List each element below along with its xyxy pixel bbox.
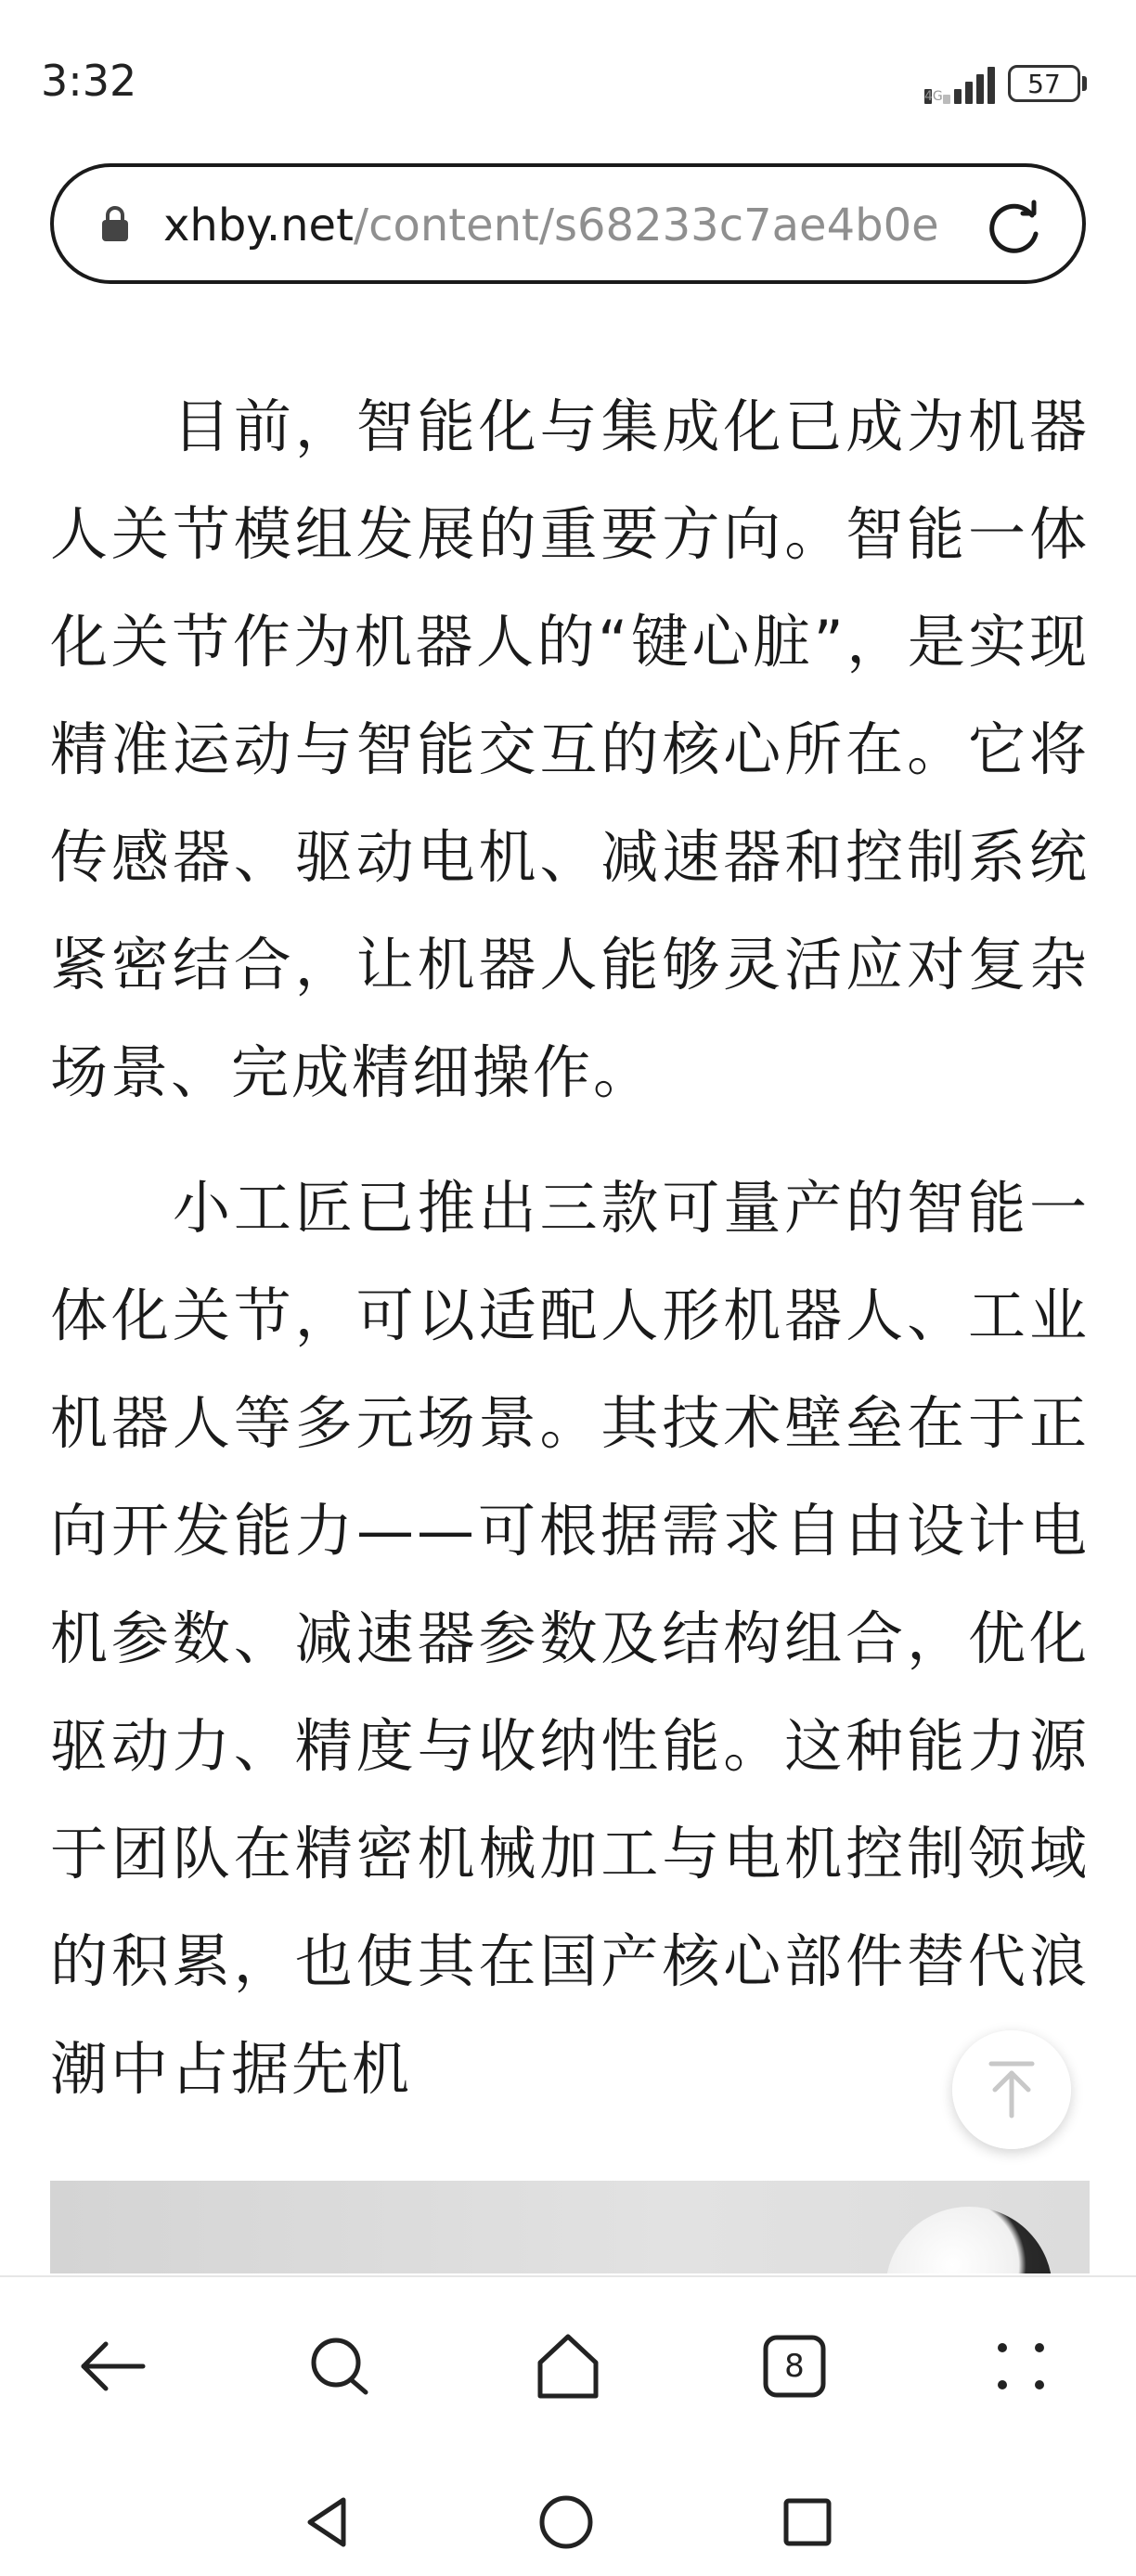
refresh-icon[interactable] bbox=[982, 195, 1047, 260]
back-icon bbox=[78, 2338, 148, 2394]
more-icon bbox=[993, 2338, 1049, 2394]
nav-back-icon bbox=[299, 2494, 355, 2550]
lock-icon bbox=[100, 204, 130, 243]
back-button[interactable] bbox=[67, 2320, 160, 2413]
battery-level: 57 bbox=[1027, 68, 1061, 99]
scroll-to-top-button[interactable] bbox=[952, 2030, 1071, 2149]
article-paragraph: 目前，智能化与集成化已成为机器人关节模组发展的重要方向。智能一体化关节作为机器人的“键心脏”，是实现精准运动与智能交互的核心所在。它将传感器、驱动电机、减速器和控制系统紧密结合，让机器人能够灵活应对复杂场景、完成精细操作。 bbox=[50, 393, 1090, 1106]
article-image bbox=[50, 2181, 1090, 2273]
article-paragraph: 小工匠已推出三款可量产的智能一体化关节，可以适配人形机器人、工业机器人等多元场景。其技术壁垒在于正向开发能力——可根据需求自由设计电机参数、减速器参数及结构组合，优化驱动力、精度与收纳性能。这种能力源于团队在精密机械加工与电机控制领域的积累，也使其在国产核心部件替代浪潮中占据先机 bbox=[50, 1174, 1090, 2103]
system-recents-button[interactable] bbox=[770, 2485, 845, 2559]
nav-home-icon bbox=[536, 2492, 596, 2552]
more-button[interactable] bbox=[975, 2320, 1067, 2413]
tab-count: 8 bbox=[784, 2348, 805, 2385]
tabs-button[interactable] bbox=[748, 2320, 841, 2413]
system-back-button[interactable] bbox=[290, 2485, 364, 2559]
signal-icon bbox=[924, 63, 995, 104]
article-body bbox=[50, 373, 1090, 2123]
search-icon bbox=[306, 2333, 373, 2400]
address-bar[interactable] bbox=[50, 163, 1086, 284]
url-text[interactable] bbox=[163, 195, 991, 256]
battery-tip bbox=[1082, 76, 1087, 91]
url-path: /content/s68233c7ae4b0e bbox=[353, 200, 939, 251]
search-button[interactable] bbox=[293, 2320, 386, 2413]
clock: 3:32 bbox=[41, 56, 137, 106]
home-button[interactable] bbox=[522, 2320, 614, 2413]
image-content bbox=[885, 2207, 1052, 2273]
arrow-up-icon bbox=[982, 2058, 1041, 2121]
browser-toolbar bbox=[0, 2275, 1136, 2459]
signal-label: 4G bbox=[924, 89, 943, 104]
battery-icon bbox=[1008, 65, 1080, 102]
system-home-button[interactable] bbox=[529, 2485, 603, 2559]
nav-recents-icon bbox=[781, 2495, 834, 2549]
status-bar bbox=[0, 0, 1136, 158]
home-icon bbox=[533, 2331, 603, 2402]
url-host: xhby.net bbox=[163, 200, 354, 251]
system-navigation-bar bbox=[0, 2457, 1136, 2576]
